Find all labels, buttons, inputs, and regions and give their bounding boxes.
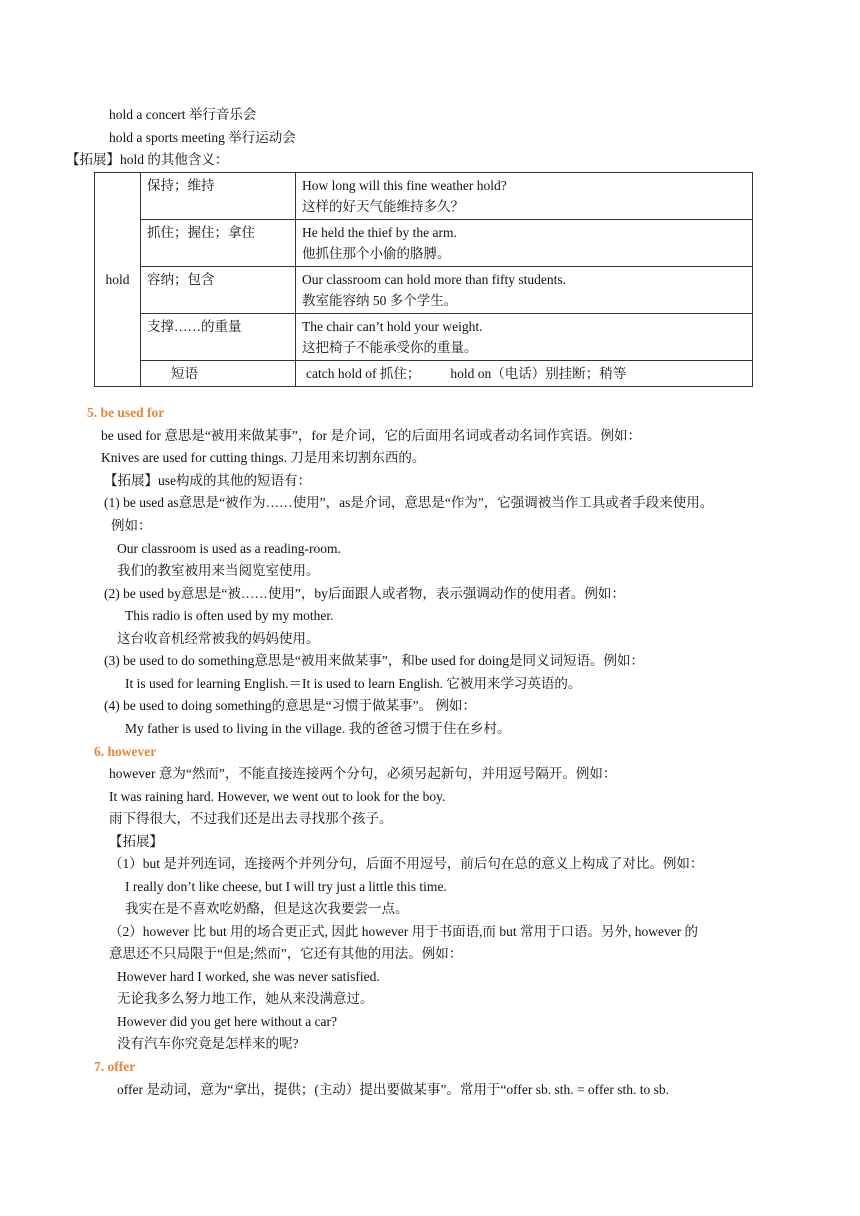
example-zh: 教室能容纳 50 多个学生。	[302, 293, 458, 308]
s6-line: （1）but 是并列连词，连接两个并列分句，后面不用逗号，前后句在总的意义上构成了对比。例如：	[109, 856, 704, 871]
phrase-label: 短语	[141, 361, 296, 387]
example-zh: 他抓住那个小偷的胳膊。	[302, 246, 451, 261]
s5-line: It is used for learning English.＝It is used to learn English. 它被用来学习英语的。	[125, 676, 582, 691]
s5-line: My father is used to living in the village. 我的爸爸习惯于住在乡村。	[125, 721, 511, 736]
s7-line: offer 是动词，意为“拿出，提供；(主动）提出要做某事”。常用于“offer sb. sth. = offer sth. to sb.	[117, 1082, 670, 1097]
s6-line: However hard I worked, she was never satisfied.	[117, 969, 380, 984]
s6-line: It was raining hard. However, we went out to look for the boy.	[109, 789, 446, 804]
table-row-phrases	[95, 361, 753, 387]
s6-line: 雨下得很大，不过我们还是出去寻找那个孩子。	[109, 811, 393, 826]
example-en: The chair can’t hold your weight.	[302, 319, 483, 334]
s5-line: 这台收音机经常被我的妈妈使用。	[117, 631, 320, 646]
section-6-title: 6. however	[94, 744, 157, 759]
s6-line: 我实在是不喜欢吃奶酪，但是这次我要尝一点。	[125, 901, 409, 916]
meaning-cell: 抓住；握住；拿住	[141, 220, 296, 267]
intro-line-1: hold a concert 举行音乐会	[109, 107, 257, 122]
s5-line: (1) be used as意思是“被作为……使用”，as是介词，意思是“作为”，它强调被当作工具或者手段来使用。	[104, 495, 714, 510]
s6-line: however 意为“然而”，不能直接连接两个分句，必须另起新句，并用逗号隔开。例如：	[109, 766, 617, 781]
intro-line-2: hold a sports meeting 举行运动会	[109, 130, 296, 145]
example-en: He held the thief by the arm.	[302, 225, 457, 240]
meaning-cell: 保持；维持	[141, 173, 296, 220]
s5-line: (3) be used to do something意思是“被用来做某事”，和be used for doing是同义词短语。例如：	[104, 653, 644, 668]
meaning-cell: 容纳；包含	[141, 267, 296, 314]
s5-line: Knives are used for cutting things. 刀是用来切割东西的。	[101, 450, 426, 465]
s6-line: However did you get here without a car?	[117, 1014, 338, 1029]
s6-line: 【拓展】	[109, 834, 163, 849]
table-row	[95, 173, 753, 220]
example-cell	[296, 267, 753, 314]
example-zh: 这样的好天气能维持多久？	[302, 199, 464, 214]
s6-line: 无论我多么努力地工作，她从来没满意过。	[117, 991, 374, 1006]
phrase-catch-hold-of: catch hold of 抓住；	[306, 366, 421, 381]
extension-title: 【拓展】hold 的其他含义：	[66, 152, 229, 167]
s5-line: 例如：	[111, 518, 152, 533]
hold-meanings-table	[94, 172, 753, 387]
s5-line: 【拓展】use构成的其他的短语有：	[104, 473, 311, 488]
example-en: How long will this fine weather hold?	[302, 178, 507, 193]
table-head-hold: hold	[95, 173, 141, 387]
s5-line: Our classroom is used as a reading-room.	[117, 541, 341, 556]
table-row	[95, 267, 753, 314]
s6-line: 没有汽车你究竟是怎样来的呢?	[117, 1036, 299, 1051]
example-cell	[296, 220, 753, 267]
meaning-cell: 支撑……的重量	[141, 314, 296, 361]
s5-line: (4) be used to doing something的意思是“习惯于做某事”。 例如：	[104, 698, 476, 713]
example-cell	[296, 314, 753, 361]
s6-line: I really don’t like cheese, but I will try just a little this time.	[125, 879, 447, 894]
example-en: Our classroom can hold more than fifty students.	[302, 272, 566, 287]
section-5-title: 5. be used for	[87, 405, 165, 420]
example-zh: 这把椅子不能承受你的重量。	[302, 340, 478, 355]
phrase-hold-on: hold on（电话）别挂断；稍等	[450, 366, 627, 381]
section-7-title: 7. offer	[94, 1059, 136, 1074]
s6-line: 意思还不只局限于“但是;然而”，它还有其他的用法。例如：	[109, 946, 463, 961]
phrase-cell	[296, 361, 753, 387]
s5-line: 我们的教室被用来当阅览室使用。	[117, 563, 320, 578]
s6-line: （2）however 比 but 用的场合更正式, 因此 however 用于书面语,而 but 常用于口语。另外, however 的	[109, 924, 699, 939]
table-row	[95, 314, 753, 361]
example-cell	[296, 173, 753, 220]
table-row	[95, 220, 753, 267]
s5-line: be used for 意思是“被用来做某事”，for 是介词，它的后面用名词或者动名词作宾语。例如：	[101, 428, 641, 443]
s5-line: This radio is often used by my mother.	[125, 608, 334, 623]
s5-line: (2) be used by意思是“被……使用”，by后面跟人或者物，表示强调动作的使用者。例如：	[104, 586, 625, 601]
